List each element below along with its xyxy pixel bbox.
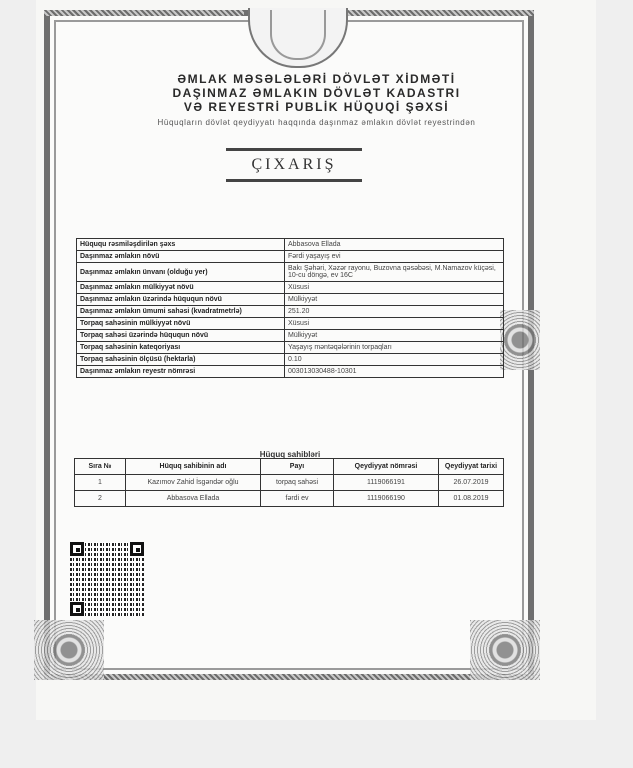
table-row: [77, 282, 504, 294]
column-header: Qeydiyyat tarixi: [439, 459, 504, 475]
top-ornament-left: [44, 10, 244, 16]
state-emblem-inner: [270, 10, 326, 60]
info-value: 0.10: [285, 354, 504, 366]
table-row: [77, 306, 504, 318]
info-label: Torpaq sahəsinin ölçüsü (hektarla): [77, 354, 285, 366]
property-info-table: [76, 238, 504, 378]
owner-registration-number: 1119066191: [334, 475, 439, 491]
owner-index: 1: [75, 475, 126, 491]
info-label: Hüququ rəsmiləşdirilən şəxs: [77, 239, 285, 251]
table-row: [77, 342, 504, 354]
info-label: Daşınmaz əmlakın növü: [77, 251, 285, 263]
table-row: [75, 491, 504, 507]
bottom-ornament: [44, 674, 534, 680]
header-line-3: VƏ REYESTRİ PUBLİK HÜQUQİ ŞƏXSİ: [183, 100, 450, 114]
info-label: Daşınmaz əmlakın mülkiyyət növü: [77, 282, 285, 294]
info-value: Xüsusi: [285, 282, 504, 294]
table-row: [77, 318, 504, 330]
corner-ornament-bottom-right: [470, 620, 540, 680]
owner-share: fərdi ev: [261, 491, 334, 507]
owner-share: torpaq sahəsi: [261, 475, 334, 491]
column-header: Payı: [261, 459, 334, 475]
info-value: 251.20: [285, 306, 504, 318]
qr-finder-pattern: [130, 542, 144, 556]
info-value: Fərdi yaşayış evi: [285, 251, 504, 263]
table-row: [77, 366, 504, 378]
info-label: Torpaq sahəsinin kateqoriyası: [77, 342, 285, 354]
corner-ornament-bottom-left: [34, 620, 104, 680]
header-subtitle: Hüquqların dövlət qeydiyyatı haqqında daşınmaz əmlakın dövlət reyestrindən: [157, 118, 476, 127]
owners-section-title: Hüquq sahibləri: [259, 450, 321, 459]
owners-table: [74, 458, 504, 507]
table-row: [77, 239, 504, 251]
owner-name: Abbasova Ellada: [126, 491, 261, 507]
info-label: Daşınmaz əmlakın reyestr nömrəsi: [77, 366, 285, 378]
info-value: Mülkiyyət: [285, 294, 504, 306]
owner-registration-number: 1119066190: [334, 491, 439, 507]
qr-code: [70, 542, 144, 616]
document-title: ÇIXARIŞ: [226, 148, 362, 182]
info-value: 003013030488-10301: [285, 366, 504, 378]
info-label: Torpaq sahəsi üzərində hüququn növü: [77, 330, 285, 342]
table-row: [77, 251, 504, 263]
owner-name: Kazımov Zahid İsgəndər oğlu: [126, 475, 261, 491]
info-value: Mülkiyyət: [285, 330, 504, 342]
table-row: [77, 354, 504, 366]
info-value: Yaşayış məntəqələrinin torpaqları: [285, 342, 504, 354]
info-value: Bakı Şəhəri, Xəzər rayonu, Buzovna qəsəbəsi, M.Namazov küçəsi, 10-cu döngə, ev 16C: [285, 263, 504, 282]
qr-finder-pattern: [70, 542, 84, 556]
info-label: Daşınmaz əmlakın ünvanı (olduğu yer): [77, 263, 285, 282]
info-label: Daşınmaz əmlakın ümumi sahəsi (kvadratmetrlə): [77, 306, 285, 318]
table-row: [77, 263, 504, 282]
column-header: Qeydiyyat nömrəsi: [334, 459, 439, 475]
side-ornament-right: [500, 310, 540, 370]
info-label: Daşınmaz əmlakın üzərində hüququn növü: [77, 294, 285, 306]
header-line-1: ƏMLAK MƏSƏLƏLƏRİ DÖVLƏT XİDMƏTİ: [177, 72, 456, 86]
qr-finder-pattern: [70, 602, 84, 616]
owners-header-row: [75, 459, 504, 475]
table-row: [77, 330, 504, 342]
owner-registration-date: 01.08.2019: [439, 491, 504, 507]
owner-registration-date: 26.07.2019: [439, 475, 504, 491]
top-ornament-right: [346, 10, 534, 16]
table-row: [77, 294, 504, 306]
info-value: Abbasova Ellada: [285, 239, 504, 251]
column-header: Hüquq sahibinin adı: [126, 459, 261, 475]
owner-index: 2: [75, 491, 126, 507]
header-line-2: DAŞINMAZ ƏMLAKIN DÖVLƏT KADASTRI: [172, 86, 461, 100]
table-row: [75, 475, 504, 491]
document-header: [0, 72, 633, 127]
info-label: Torpaq sahəsinin mülkiyyət növü: [77, 318, 285, 330]
column-header: Sıra №: [75, 459, 126, 475]
info-value: Xüsusi: [285, 318, 504, 330]
